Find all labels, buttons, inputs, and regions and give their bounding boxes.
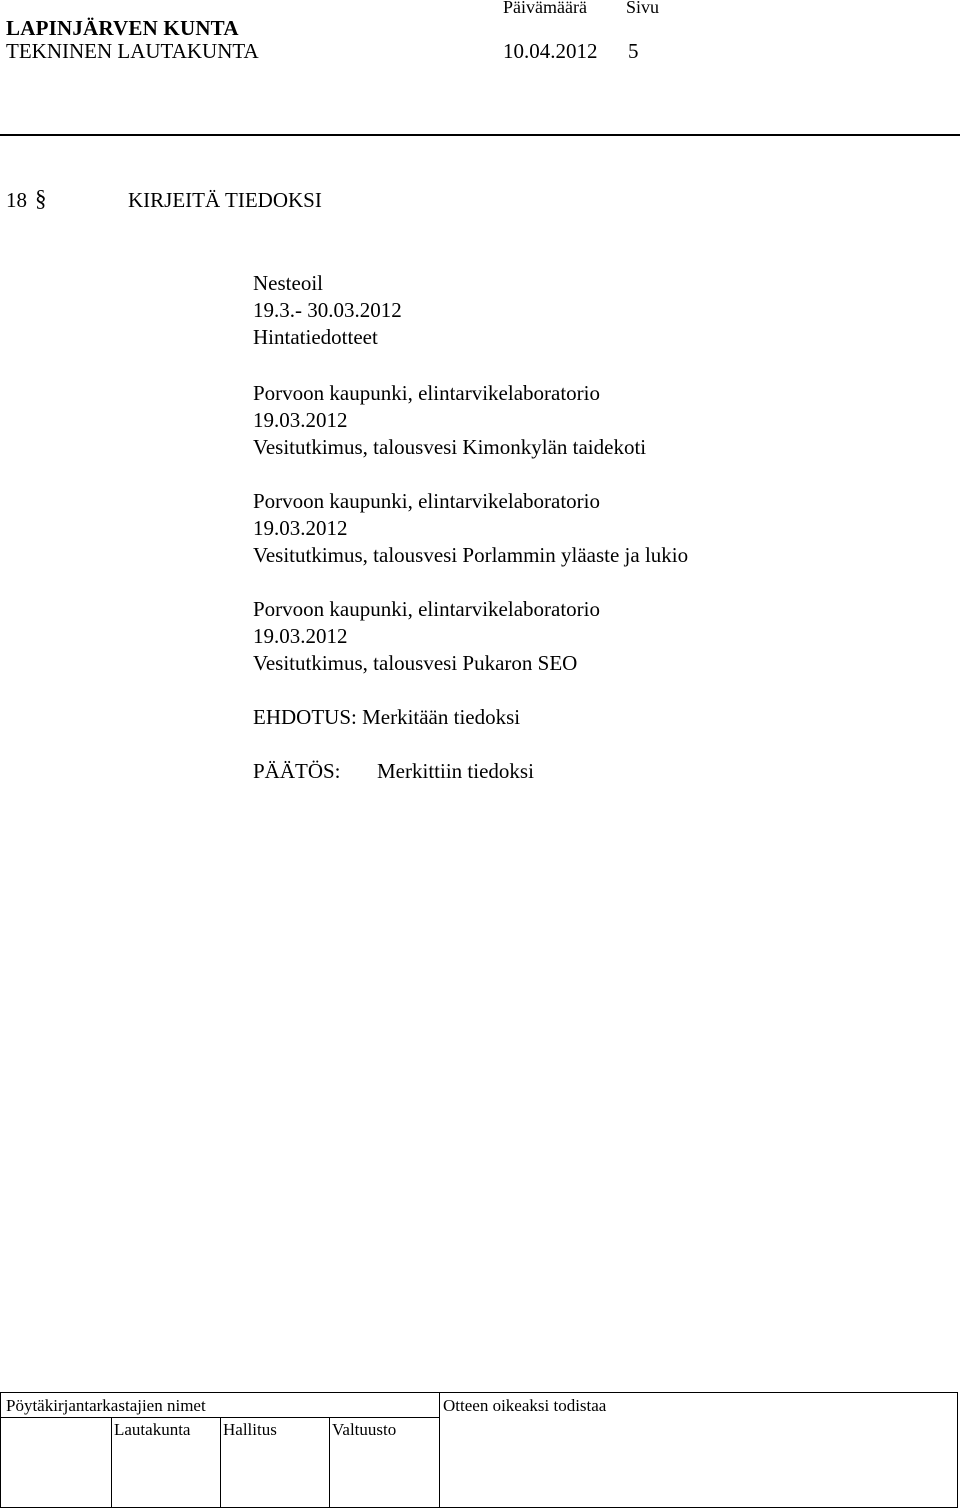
- letter-date: 19.03.2012: [253, 624, 348, 648]
- letter-date: 19.3.- 30.03.2012: [253, 298, 402, 322]
- letter-date: 19.03.2012: [253, 408, 348, 432]
- table-divider: [329, 1417, 330, 1507]
- column-label-board: Lautakunta: [114, 1420, 191, 1439]
- table-divider: [111, 1417, 112, 1507]
- letter-subject: Vesitutkimus, talousvesi Porlammin yläaste ja lukio: [253, 543, 689, 567]
- letter-sender: Porvoon kaupunki, elintarvikelaboratorio: [253, 597, 601, 621]
- date-label: Päivämäärä: [503, 0, 587, 17]
- decision-text: Merkittiin tiedoksi: [377, 759, 534, 783]
- letter-sender: Nesteoil: [253, 271, 323, 295]
- document-date: 10.04.2012: [503, 39, 598, 63]
- letter-subject: Vesitutkimus, talousvesi Kimonkylän taidekoti: [253, 435, 647, 459]
- letter-sender: Porvoon kaupunki, elintarvikelaboratorio: [253, 381, 601, 405]
- letter-item: [253, 596, 600, 677]
- section-title: KIRJEITÄ TIEDOKSI: [128, 188, 322, 212]
- section-sign: §: [35, 186, 47, 211]
- certify-label: Otteen oikeaksi todistaa: [443, 1396, 607, 1415]
- organization-name: LAPINJÄRVEN KUNTA: [6, 16, 239, 40]
- header-divider: [0, 134, 960, 136]
- letter-subject: Hintatiedotteet: [253, 325, 378, 349]
- letter-date: 19.03.2012: [253, 516, 348, 540]
- page-number: 5: [628, 39, 639, 63]
- letter-item: [253, 380, 646, 461]
- page-label: Sivu: [626, 0, 660, 17]
- board-name: TEKNINEN LAUTAKUNTA: [6, 39, 259, 63]
- decision-label: PÄÄTÖS:: [253, 759, 341, 783]
- letter-subject: Vesitutkimus, talousvesi Pukaron SEO: [253, 651, 578, 675]
- reviewers-label: Pöytäkirjantarkastajien nimet: [6, 1396, 206, 1415]
- proposal-text: EHDOTUS: Merkitään tiedoksi: [253, 705, 521, 729]
- letter-item: [253, 270, 402, 351]
- letter-item: [253, 488, 688, 569]
- section-number: 18: [6, 188, 27, 212]
- signature-table: [0, 1392, 958, 1508]
- table-divider: [439, 1393, 440, 1507]
- column-label-council: Valtuusto: [332, 1420, 397, 1439]
- table-divider: [220, 1417, 221, 1507]
- column-label-government: Hallitus: [223, 1420, 277, 1439]
- letter-sender: Porvoon kaupunki, elintarvikelaboratorio: [253, 489, 601, 513]
